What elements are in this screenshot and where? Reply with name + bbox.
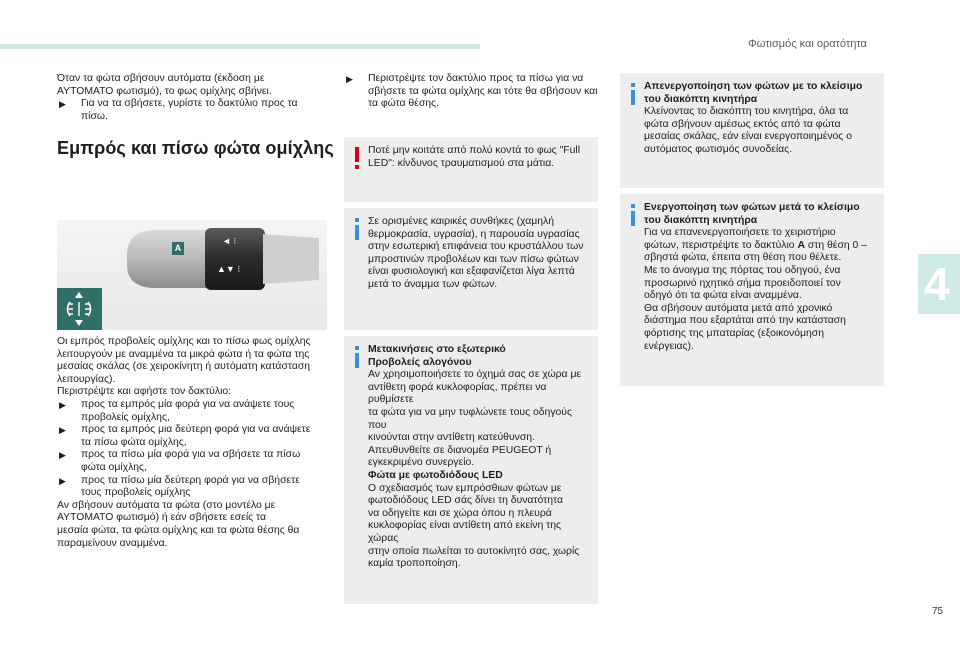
section-title: Φωτισμός και ορατότητα xyxy=(748,38,867,50)
list-item xyxy=(57,399,327,424)
left-intro xyxy=(57,73,322,123)
body-line: λειτουργούν με αναμμένα τα μικρά φώτα ή τα φώτα της xyxy=(57,348,310,360)
info-line: Απευθυνθείτε σε διανομέα PEUGEOT ή xyxy=(368,444,552,456)
section-heading: Εμπρός και πίσω φώτα ομίχλης xyxy=(57,138,334,158)
info-text xyxy=(644,81,876,157)
info-line: μεσαίας σκάλας, εάν είναι ενεργοποιημένος ο xyxy=(644,131,852,143)
info-line: φωτοδιόδους LED σάς δίνει τη δυνατότητα xyxy=(368,495,564,507)
info-line: μπροστινών προβολέων και των πίσω φώτων xyxy=(368,253,579,265)
bullet-text: προς τα πίσω μία φορά για να σβήσετε τα πίσω xyxy=(81,449,301,461)
info-line: τα φώτα για να μην τυφλώνετε τους οδηγούς που xyxy=(368,406,572,431)
info-line: Αν χρησιμοποιήσετε το όχημά σας σε χώρα με xyxy=(368,369,582,381)
info-box-condensation xyxy=(344,208,598,330)
info-title: Απενεργοποίηση των φώτων με το κλείσιμο xyxy=(644,81,863,92)
info-line: μετά το άναμμα των φώτων. xyxy=(368,278,498,290)
bullet-text: τα πίσω φώτα ομίχλης, xyxy=(81,436,187,448)
info-title: του διακόπτη κινητήρα xyxy=(644,93,758,105)
svg-text:▲▼ ⁝: ▲▼ ⁝ xyxy=(217,264,241,274)
info-title: Προβολείς αλογόνου xyxy=(368,356,472,368)
info-box-abroad xyxy=(344,336,598,604)
body-line: μεσαίας σκάλας (σε χειροκίνητη ή αυτόματη κατάσταση xyxy=(57,361,311,373)
warning-line: Ποτέ μην κοιτάτε από πολύ κοντά το φως "Full xyxy=(368,145,581,156)
marker-a-badge: A xyxy=(172,242,184,255)
info-text xyxy=(644,202,876,353)
info-line: καμία τροποποίηση. xyxy=(368,558,461,570)
bullet-text: σβήσετε τα φώτα ομίχλης και τότε θα σβήσουν και xyxy=(368,85,598,97)
middle-bullet xyxy=(344,73,599,111)
warning-box xyxy=(344,137,598,202)
chapter-number: 4 xyxy=(924,258,950,310)
info-title: του διακόπτη κινητήρα xyxy=(644,214,758,226)
svg-text:◄ ⁝: ◄ ⁝ xyxy=(222,236,237,246)
info-text xyxy=(368,344,590,571)
info-line: να οδηγείτε και σε χώρα όπου η πλευρά xyxy=(368,507,552,519)
rotate-arrows-icon xyxy=(57,288,102,330)
info-line: Σε ορισμένες καιρικές συνθήκες (χαμηλή xyxy=(368,216,554,227)
info-line: φόρτισης της μπαταρίας (εξοικονόμηση xyxy=(644,327,824,339)
closing-line: Αν σβήσουν αυτόματα τα φώτα (στο μοντέλο με xyxy=(57,499,276,511)
arrow-bullet-icon: ▶ xyxy=(346,74,353,84)
bullet-text: προβολείς ομίχλης, xyxy=(81,411,170,423)
info-line: σβηστά φώτα, έπειτα στη θέση που θέλετε. xyxy=(644,252,842,264)
info-text xyxy=(368,216,590,292)
warning-line: LED": κίνδυνος τραυματισμού στα μάτια. xyxy=(368,157,555,169)
info-box-switch-on xyxy=(620,194,884,386)
arrow-bullet-icon: ▶ xyxy=(59,475,66,486)
body-line: Περιστρέψτε και αφήστε τον δακτύλιο: xyxy=(57,386,232,398)
info-line: Με το άνοιγμα της πόρτας του οδηγού, ένα xyxy=(644,264,841,276)
chapter-tab xyxy=(918,254,960,314)
arrow-bullet-icon: ▶ xyxy=(59,399,66,410)
arrow-bullet-icon: ▶ xyxy=(59,450,66,461)
info-line: διάστημα που εξαρτάται από την κατάσταση xyxy=(644,315,846,327)
info-line-part: στη θέση 0 – xyxy=(807,239,867,251)
info-line: είναι φυσιολογική και εξαφανίζεται λίγα λεπτά xyxy=(368,266,575,278)
info-title: Μετακινήσεις στο εξωτερικό xyxy=(368,344,506,355)
info-line-part: φώτων, περιστρέψτε το δακτύλιο xyxy=(644,239,795,251)
warning-icon xyxy=(354,147,360,169)
info-icon xyxy=(630,204,636,226)
fog-light-icon xyxy=(57,288,102,330)
top-accent-bar xyxy=(0,44,480,49)
info-line: Ο σχεδιασμός των εμπρόσθιων φώτων με xyxy=(368,482,562,494)
info-line: αυτόματος φωτισμός συνοδείας. xyxy=(644,143,793,155)
bullet-text: φώτα ομίχλης, xyxy=(81,461,147,473)
info-line: στην οποία πωλείται το αυτοκίνητό σας, χωρίς xyxy=(368,545,580,557)
info-title: Φώτα με φωτοδιόδους LED xyxy=(368,469,503,481)
intro-line: Όταν τα φώτα σβήσουν αυτόματα (έκδοση με xyxy=(57,73,265,84)
info-line: Θα σβήσουν αυτόματα μετά από χρονικό xyxy=(644,302,833,314)
list-item xyxy=(57,449,327,474)
left-body xyxy=(57,336,327,550)
bullet-text: προς τα εμπρός μια δεύτερη φορά για να ανάψετε xyxy=(81,424,311,436)
info-box-switch-off xyxy=(620,73,884,188)
bullet-text: προς τα πίσω μία δεύτερη φορά για να σβήσετε xyxy=(81,474,300,486)
info-line: κινούνται στην αντίθετη κατεύθυνση. xyxy=(368,432,535,444)
closing-line: παραμείνουν αναμμένα. xyxy=(57,537,168,549)
info-line-with-marker xyxy=(644,240,876,253)
marker-a-label: A xyxy=(797,239,805,251)
info-icon xyxy=(354,346,360,368)
info-title: Ενεργοποίηση των φώτων μετά το κλείσιμο xyxy=(644,202,860,213)
intro-line: ΑΥΤΟΜΑΤΟ φωτισμό), το φως ομίχλης σβήνει. xyxy=(57,85,272,97)
bullet-text: τα φώτα θέσης. xyxy=(368,98,439,110)
info-line: στην εσωτερική επιφάνεια του κρυστάλλου των xyxy=(368,241,584,253)
bullet-text: τους προβολείς ομίχλης xyxy=(81,487,191,499)
bullet-text: Για να τα σβήσετε, γυρίστε το δακτύλιο προς τα xyxy=(81,98,298,110)
closing-line: μεσαία φώτα, τα φώτα ομίχλης και τα φώτα θέσης θα xyxy=(57,524,300,536)
info-line: οδηγό ότι τα φώτα είναι αναμμένα. xyxy=(644,290,802,302)
body-line: λειτουργίας). xyxy=(57,373,116,385)
info-icon xyxy=(354,218,360,240)
body-line: Οι εμπρός προβολείς ομίχλης και το πίσω φως ομίχλης xyxy=(57,336,311,347)
closing-line: ΑΥΤΟΜΑΤΟ φωτισμό) ή εάν σβήσετε εσείς τα xyxy=(57,512,266,524)
list-item xyxy=(57,475,327,500)
list-item xyxy=(57,424,327,449)
list-item xyxy=(344,73,599,111)
arrow-bullet-icon: ▶ xyxy=(59,425,66,436)
warning-text xyxy=(368,145,590,170)
info-line: εγκεκριμένο συνεργείο. xyxy=(368,457,475,469)
arrow-bullet-icon: ▶ xyxy=(59,99,66,110)
info-line: θερμοκρασία, υγρασία), η παρουσία υγρασίας xyxy=(368,228,580,240)
info-line: Για να επανενεργοποιήσετε το χειριστήριο xyxy=(644,227,836,239)
info-line: φώτα σβήνουν αμέσως εκτός από τα φώτα xyxy=(644,118,841,130)
info-line: προσωρινό ηχητικό σήμα προειδοποιεί τον xyxy=(644,277,841,289)
intro-bullet xyxy=(57,98,322,123)
info-line: κυκλοφορίας είναι αντίθετη από εκείνη της χώρας xyxy=(368,520,562,544)
page-number: 75 xyxy=(932,606,944,617)
info-line: Κλείνοντας το διακόπτη του κινητήρα, όλα τα xyxy=(644,106,849,118)
info-line: ενέργειας). xyxy=(644,340,694,352)
info-icon xyxy=(630,83,636,105)
bullet-text: Περιστρέψτε τον δακτύλιο προς τα πίσω για να xyxy=(368,73,584,84)
bullet-text: πίσω. xyxy=(81,110,108,122)
bullet-text: προς τα εμπρός μία φορά για να ανάψετε τους xyxy=(81,398,295,410)
info-line: αντίθετη φορά κυκλοφορίας, πρέπει να ρυθμίσετε xyxy=(368,381,547,406)
